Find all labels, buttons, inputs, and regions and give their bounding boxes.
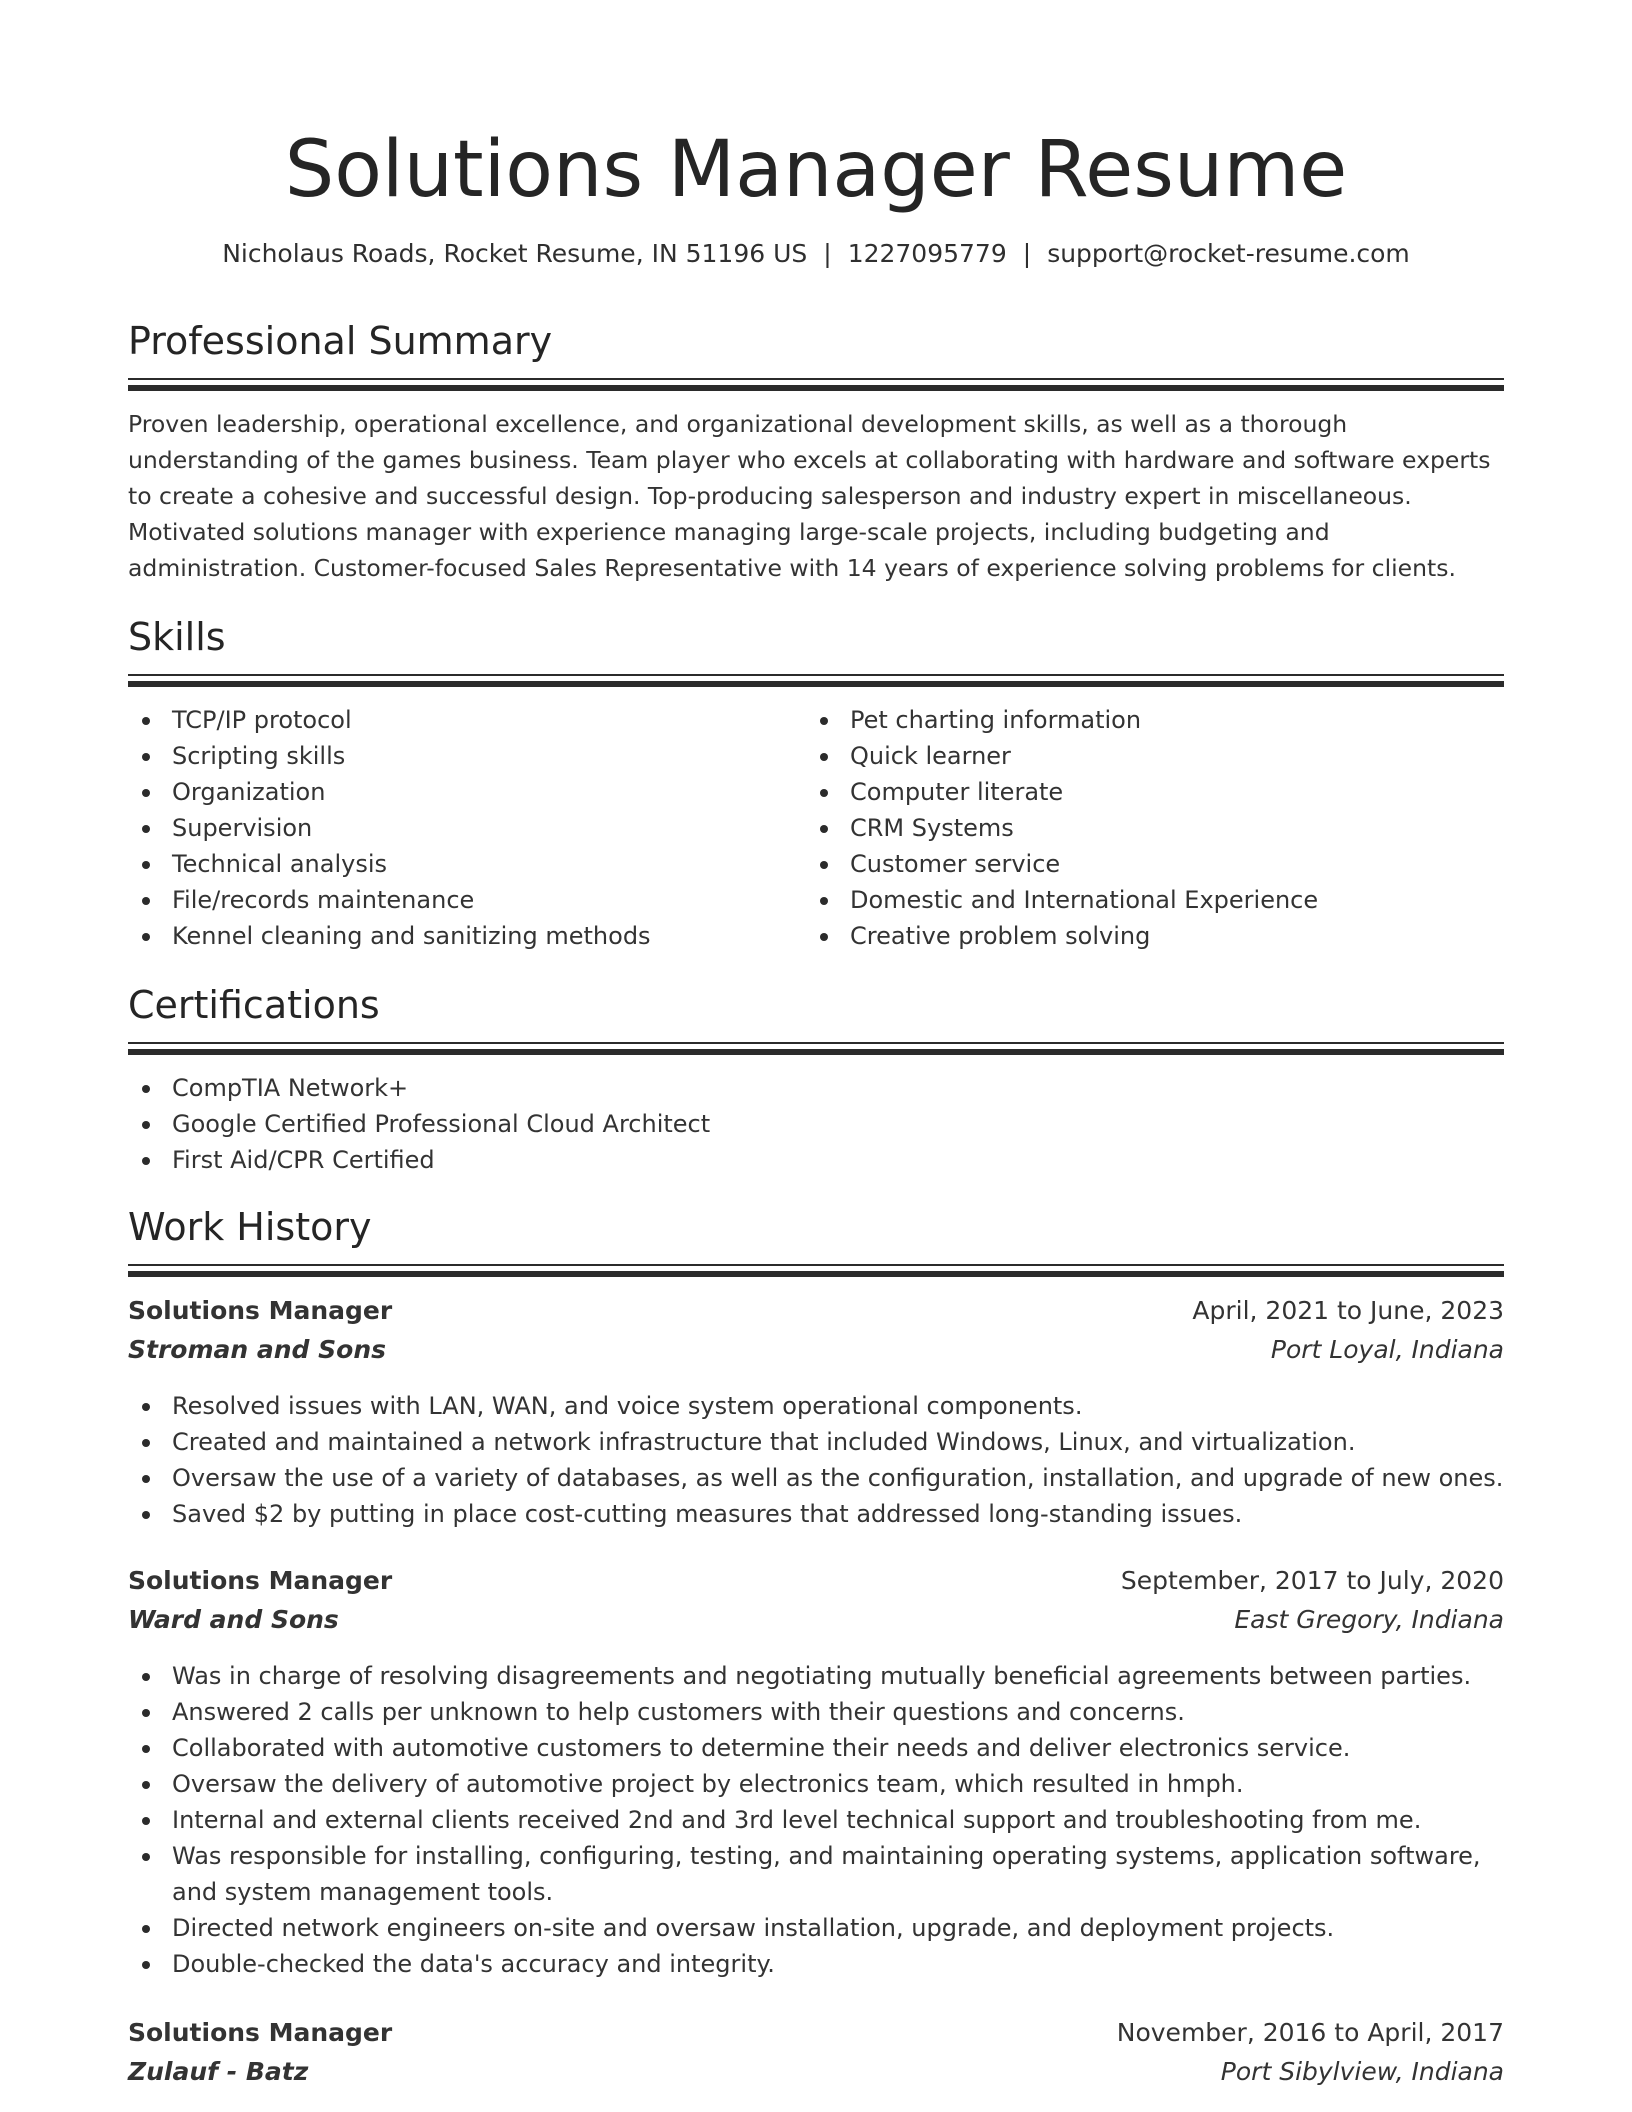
section-divider [128,1049,1504,1055]
certification-item: CompTIA Network+ [128,1070,1504,1106]
job-dates: November, 2016 to April, 2017 [1116,2018,1504,2047]
contact-line [128,236,1504,272]
contact-address: Nicholaus Roads, Rocket Resume, IN 51196 US [222,239,808,268]
job-title: Solutions Manager [128,1566,393,1595]
skills-list-right [806,702,1504,954]
skill-item: Organization [128,774,788,810]
job-location: Port Sibylview, Indiana [1220,2057,1504,2086]
contact-separator: | [823,239,832,268]
certification-item: First Aid/CPR Certified [128,1142,1504,1178]
job-title: Solutions Manager [128,2018,393,2047]
skill-item: Technical analysis [128,846,788,882]
skill-item: File/records maintenance [128,882,788,918]
section-heading: Skills [128,615,226,659]
skill-item: TCP/IP protocol [128,702,788,738]
section-divider [128,1042,1504,1044]
job-bullet: Oversaw the use of a variety of databases, as well as the configuration, installation, and upgrade of new ones. [128,1460,1504,1496]
job-company: Zulauf - Batz [128,2057,309,2086]
section-divider [128,674,1504,676]
job-entry [128,2018,1504,2096]
job-company-row [128,1335,1504,1374]
contact-email: support@rocket-resume.com [1047,239,1410,268]
job-entry [128,1566,1504,1982]
section-divider [128,1264,1504,1266]
section-heading: Certifications [128,983,380,1027]
section-summary-header [128,316,1504,391]
job-bullet: Collaborated with automotive customers to determine their needs and deliver electronics service. [128,1730,1504,1766]
job-entry [128,1296,1504,1532]
job-bullet: Internal and external clients received 2nd and 3rd level technical support and troubleshooting from me. [128,1802,1504,1838]
job-bullet: Directed network engineers on-site and oversaw installation, upgrade, and deployment projects. [128,1910,1504,1946]
skill-item: CRM Systems [806,810,1504,846]
job-bullet: Answered 2 calls per unknown to help customers with their questions and concerns. [128,1694,1504,1730]
section-divider [128,1271,1504,1277]
section-divider [128,378,1504,380]
skill-item: Customer service [806,846,1504,882]
section-heading: Professional Summary [128,319,553,363]
skill-item: Quick learner [806,738,1504,774]
skill-item: Pet charting information [806,702,1504,738]
job-bullet: Saved $2 by putting in place cost-cutting measures that addressed long-standing issues. [128,1496,1504,1532]
job-bullet: Double-checked the data's accuracy and integrity. [128,1946,1504,1982]
job-header-row [128,1566,1504,1605]
job-header-row [128,2018,1504,2057]
job-dates: April, 2021 to June, 2023 [1192,1296,1504,1325]
job-bullets [128,1658,1504,1982]
job-bullet: Created and maintained a network infrastructure that included Windows, Linux, and virtualization. [128,1424,1504,1460]
certification-item: Google Certified Professional Cloud Architect [128,1106,1504,1142]
section-certifications-header [128,980,1504,1055]
section-heading: Work History [128,1205,372,1249]
job-bullet: Oversaw the delivery of automotive project by electronics team, which resulted in hmph. [128,1766,1504,1802]
skill-item: Computer literate [806,774,1504,810]
job-header-row [128,1296,1504,1335]
job-bullet: Was in charge of resolving disagreements and negotiating mutually beneficial agreements between parties. [128,1658,1504,1694]
skill-item: Kennel cleaning and sanitizing methods [128,918,788,954]
job-company: Stroman and Sons [128,1335,387,1364]
job-bullets [128,1388,1504,1532]
skill-item: Supervision [128,810,788,846]
contact-separator: | [1022,239,1032,268]
skill-item: Domestic and International Experience [806,882,1504,918]
job-dates: September, 2017 to July, 2020 [1120,1566,1504,1595]
section-divider [128,385,1504,391]
job-company-row [128,2057,1504,2096]
section-work-history-header [128,1202,1504,1277]
job-bullet: Was responsible for installing, configuring, testing, and maintaining operating systems, application software, and system management tools. [128,1838,1504,1910]
certifications-list [128,1070,1504,1178]
job-bullet: Resolved issues with LAN, WAN, and voice system operational components. [128,1388,1504,1424]
section-skills-header [128,612,1504,687]
contact-phone: 1227095779 [847,239,1007,268]
job-location: East Gregory, Indiana [1234,1605,1504,1634]
job-location: Port Loyal, Indiana [1270,1335,1504,1364]
summary-text: Proven leadership, operational excellence, and organizational development skills, as well as a thorough understanding of the games business. Team player who excels at collaborating with hardware and software experts to create a cohesive and successful design. Top-producing salesperson and industry expert in miscellaneous. Motivated solutions manager with experience managing large-scale projects, including budgeting and administration. Customer-focused Sales Representative with 14 years of experience solving problems for clients. [128,410,1491,582]
job-title: Solutions Manager [128,1296,393,1325]
skill-item: Scripting skills [128,738,788,774]
resume-title: Solutions Manager Resume [284,125,1348,215]
section-divider [128,681,1504,687]
skills-list-left [128,702,788,954]
skill-item: Creative problem solving [806,918,1504,954]
job-company: Ward and Sons [128,1605,339,1634]
job-company-row [128,1605,1504,1644]
